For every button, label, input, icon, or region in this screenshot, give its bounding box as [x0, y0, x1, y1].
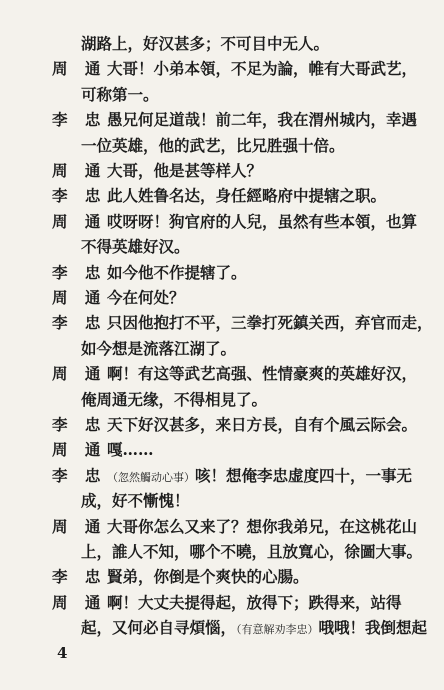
line-text: [81, 388, 267, 412]
dialogue-line: [0, 388, 444, 412]
line-text-rest: 大哥你怎么又来了？想你我弟兄，在这桃花山: [107, 516, 418, 536]
dialogue-line: [0, 362, 444, 386]
stage-direction: （有意解劝李忠）: [236, 623, 319, 637]
line-text: [107, 210, 417, 234]
dialogue-line: [0, 540, 444, 564]
line-text: [107, 515, 417, 539]
line-text: [107, 108, 417, 132]
dialogue-line: [0, 616, 444, 640]
dialogue-line: [0, 489, 444, 513]
dialogue-line: [0, 413, 444, 437]
speaker-name: 周 通: [52, 364, 107, 384]
line-text: [81, 616, 427, 642]
line-text: [81, 134, 345, 158]
line-text: [107, 261, 247, 285]
stage-direction: （忽然觸动心事）: [107, 470, 195, 484]
line-text-rest: 愚兄何足道哉！前二年，我在渭州城内，幸遇: [107, 110, 418, 130]
line-text-rest: 上，誰人不知，哪个不曉，且放寬心，徐圖大事。: [81, 542, 423, 561]
dialogue-line: [0, 464, 444, 488]
dialogue-line: [0, 83, 444, 107]
line-text-rest: 大哥！小弟本領，不足为論，帷有大哥武艺，: [107, 59, 418, 79]
line-text-rest: 成，好不慚愧！: [81, 491, 190, 511]
dialogue-line: [0, 159, 444, 183]
dialogue-line: [0, 337, 444, 361]
line-text: [107, 464, 412, 490]
speaker-name: 周 通: [52, 516, 107, 536]
line-text: [107, 184, 386, 208]
line-text-rest: 今在何处？: [107, 288, 185, 307]
dialogue-line: [0, 210, 444, 234]
speaker-name: 周 通: [52, 288, 107, 307]
line-text-rest: 啊！有这等武艺高强、性情豪爽的英雄好汉，: [107, 364, 418, 384]
speaker-name: 周 通: [52, 59, 107, 79]
dialogue-line: [0, 235, 444, 259]
line-text-rest: 大哥，他是甚等样人？: [107, 161, 263, 180]
line-text-rest: 哦哦！我倒想起: [318, 618, 428, 638]
line-text: [107, 565, 309, 589]
speaker-name: 李 忠: [52, 465, 107, 485]
line-text-rest: 不得英雄好汉。: [81, 237, 190, 257]
line-text-rest: 此人姓鲁名达，身任經略府中提辖之职。: [107, 186, 387, 206]
dialogue-line: [0, 261, 444, 285]
line-text: [107, 413, 417, 437]
dialogue-line: [0, 184, 444, 208]
line-text: [81, 540, 422, 564]
dialogue-line: [0, 286, 444, 310]
line-text: [107, 591, 402, 615]
line-text: [81, 235, 190, 259]
line-text-rest: 如今想是流落江湖了。: [81, 338, 237, 358]
line-text-rest: 哎呀呀！狗官府的人兒，虽然有些本領，也算: [107, 211, 418, 231]
speaker-name: 周 通: [52, 440, 107, 460]
speaker-name: 李 忠: [52, 186, 107, 206]
speaker-name: 李 忠: [52, 110, 107, 130]
dialogue-line: [0, 108, 444, 132]
line-text: [107, 159, 262, 183]
line-text: [107, 438, 154, 462]
line-text-rest: 天下好汉甚多，来日方長，自有个風云际会。: [107, 415, 418, 434]
dialogue-line: [0, 591, 444, 615]
line-text-before: 起，又何必自寻煩惱，: [81, 618, 237, 638]
line-text-rest: 只因他抱打不平，三拳打死鎮关西，弃官而走，: [107, 313, 433, 333]
line-text: [81, 83, 159, 107]
line-text: [81, 32, 329, 56]
line-text-rest: 如今他不作提辖了。: [107, 262, 247, 282]
line-text-rest: 湖路上，好汉甚多；不可目中无人。: [81, 34, 330, 53]
speaker-name: 李 忠: [52, 313, 107, 333]
line-text-rest: 啊！大丈夫提得起，放得下；跌得来，站得: [107, 592, 402, 612]
line-text-rest: 可称第一。: [81, 84, 159, 104]
line-text-rest: 賢弟，你倒是个爽快的心腸。: [107, 567, 309, 587]
line-text: [107, 311, 433, 335]
page-number: 4: [57, 643, 68, 662]
speaker-name: 周 通: [52, 211, 107, 231]
speaker-name: 周 通: [52, 592, 107, 612]
dialogue-line: [0, 134, 444, 158]
dialogue-line: [0, 32, 444, 56]
line-text: [107, 362, 417, 386]
line-text: [81, 489, 190, 513]
line-text: [81, 337, 236, 361]
line-text-rest: 咳！想俺李忠虚度四十，一事无: [195, 465, 413, 485]
speaker-name: 李 忠: [52, 415, 107, 434]
line-text-rest: 一位英雄，他的武艺，比兄胜强十倍。: [81, 135, 345, 155]
speaker-name: 李 忠: [52, 567, 107, 587]
dialogue-line: [0, 515, 444, 539]
line-text-rest: 俺周通无缘，不得相見了。: [81, 389, 268, 409]
dialogue-line: [0, 438, 444, 462]
dialogue-line: [0, 565, 444, 589]
line-text-rest: 嘎……: [107, 440, 154, 460]
speaker-name: 周 通: [52, 161, 107, 180]
dialogue-line: [0, 311, 444, 335]
speaker-name: 李 忠: [52, 262, 107, 282]
line-text: [107, 57, 417, 81]
dialogue-line: [0, 57, 444, 81]
line-text: [107, 286, 185, 310]
